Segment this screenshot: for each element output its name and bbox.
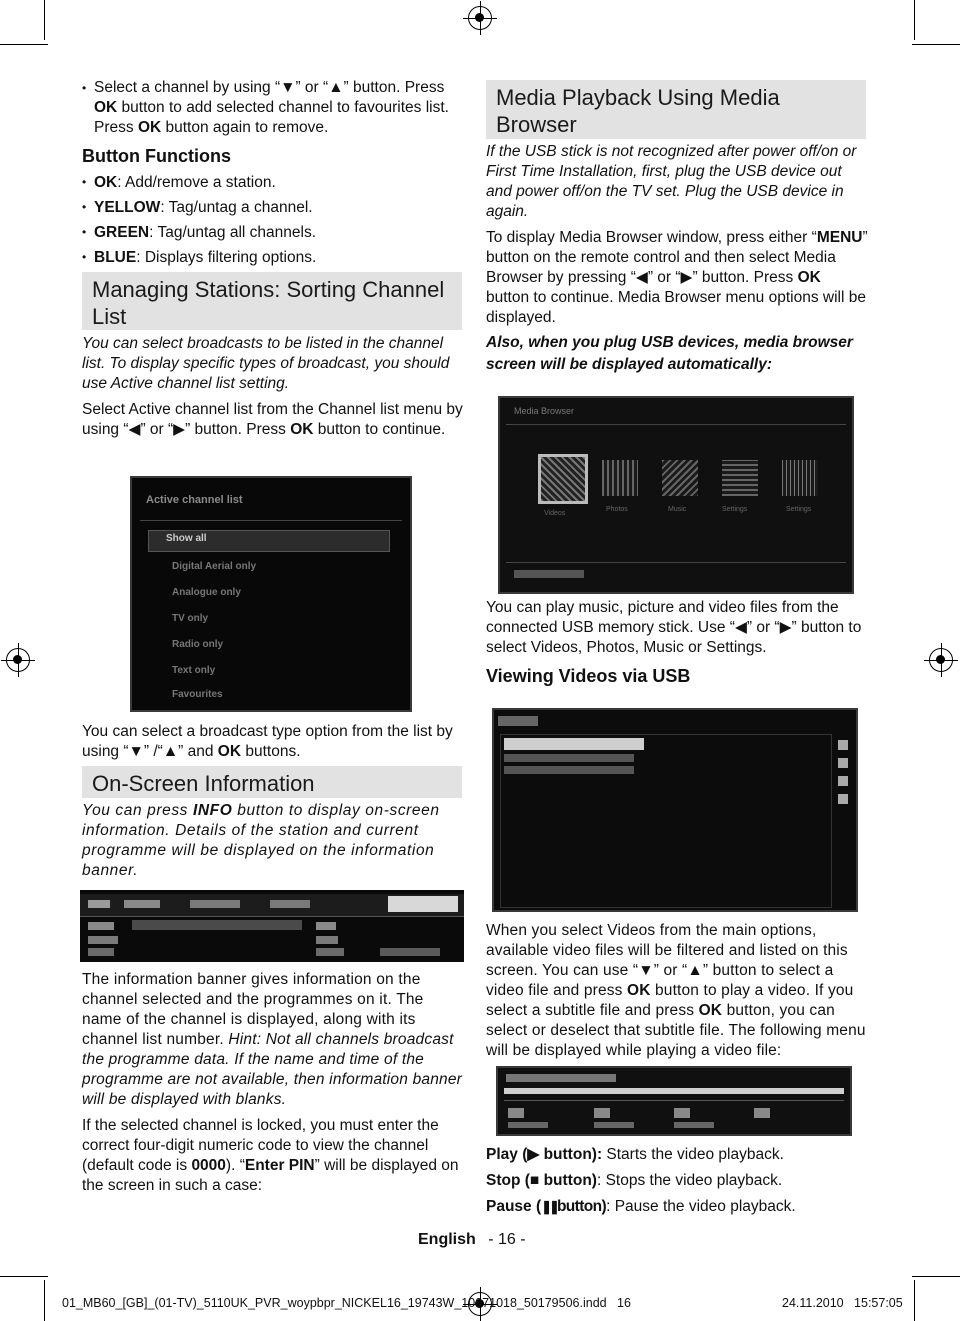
playback-row bbox=[504, 1100, 844, 1101]
page-number: - 16 - bbox=[488, 1231, 526, 1248]
key-label: BLUE bbox=[94, 249, 137, 266]
key-label: GREEN bbox=[94, 224, 150, 241]
crop-mark bbox=[0, 1276, 48, 1277]
banner-field bbox=[270, 900, 310, 908]
function-desc: : Displays filtering options. bbox=[136, 249, 317, 266]
playback-menu-screenshot bbox=[496, 1066, 852, 1136]
text: ). “ bbox=[225, 1157, 245, 1174]
settings-icon bbox=[722, 460, 758, 496]
onscreen-info-text bbox=[82, 801, 464, 881]
browser-title: Media Browser bbox=[514, 406, 575, 416]
text: The information banner gives information on the channel selected and the programmes on it. The name of the channel is displayed, along with its channel list number. bbox=[82, 971, 424, 1048]
banner-field bbox=[124, 900, 160, 908]
play-icon: ▶ bbox=[527, 1146, 540, 1163]
right-arrow-icon: ▶ bbox=[779, 619, 792, 636]
photos-icon bbox=[602, 460, 638, 496]
info-key: INFO bbox=[192, 802, 233, 819]
info-banner-text bbox=[82, 970, 464, 1110]
active-channel-list-screenshot bbox=[130, 476, 412, 712]
text: You can press bbox=[82, 802, 193, 819]
browser-header-bar bbox=[506, 424, 846, 425]
ok-key: OK bbox=[698, 1002, 723, 1019]
menu-item: Text only bbox=[172, 665, 216, 676]
menu-title: Active channel list bbox=[146, 494, 243, 506]
text: button, you can select or deselect that subtitle file. The following menu will be displayed while playing a video file: bbox=[486, 1002, 866, 1059]
settings-icon bbox=[782, 460, 818, 496]
up-arrow-icon: ▲ bbox=[162, 743, 179, 760]
playback-control-icon bbox=[674, 1122, 714, 1128]
menu-item: Favourites bbox=[172, 689, 223, 700]
text: ” button to select Videos, Photos, Music or Settings. bbox=[486, 619, 862, 656]
ok-key: OK bbox=[217, 743, 242, 760]
playback-controls-list bbox=[486, 1142, 868, 1220]
media-section bbox=[486, 142, 868, 376]
play-control bbox=[486, 1142, 868, 1168]
left-arrow-icon: ◀ bbox=[128, 421, 141, 438]
banner-field bbox=[88, 936, 118, 944]
media-playback-heading: Media Playback Using Media Browser bbox=[486, 80, 866, 139]
crop-mark bbox=[44, 1280, 45, 1321]
text: Select a channel by using “ bbox=[94, 79, 281, 96]
banner-field bbox=[388, 896, 458, 912]
text: button to play a video. If you select a subtitle file and press bbox=[486, 982, 854, 1019]
right-arrow-icon: ▶ bbox=[680, 269, 693, 286]
text: ” will be displayed on the screen in such a case: bbox=[82, 1157, 459, 1194]
right-arrow-icon: ▶ bbox=[173, 421, 186, 438]
menu-item: TV only bbox=[172, 613, 209, 624]
function-desc: : Tag/untag a channel. bbox=[160, 199, 313, 216]
down-arrow-icon: ▼ bbox=[280, 79, 296, 96]
playback-control-icon bbox=[594, 1122, 634, 1128]
list-row bbox=[504, 754, 634, 762]
banner-field bbox=[190, 900, 240, 908]
function-item bbox=[82, 195, 464, 220]
browser-footer-bar bbox=[506, 562, 846, 563]
button-functions-title: Button Functions bbox=[82, 146, 231, 166]
left-arrow-icon: ◀ bbox=[734, 619, 747, 636]
videos-text bbox=[486, 921, 868, 1061]
ok-key: OK bbox=[290, 421, 314, 438]
crop-mark bbox=[914, 0, 915, 40]
media-browser-screenshot bbox=[498, 396, 854, 594]
text: ” button to select a video file and press bbox=[486, 962, 834, 999]
crop-mark bbox=[912, 44, 960, 45]
videos-icon bbox=[538, 454, 588, 504]
down-arrow-icon: ▼ bbox=[128, 743, 144, 760]
registration-mark-icon bbox=[929, 648, 953, 672]
registration-mark-icon bbox=[6, 648, 30, 672]
info-banner-section bbox=[82, 970, 464, 1196]
left-arrow-icon: ◀ bbox=[635, 269, 648, 286]
onscreen-info-section bbox=[82, 801, 464, 881]
slug-filename: 01_MB60_[GB]_(01-TV)_5110UK_PVR_woypbpr_NICKEL16_19743W_10071018_50179506.indd 16 bbox=[62, 1296, 631, 1310]
videos-section bbox=[486, 921, 868, 1061]
control-desc: : Pause the video playback. bbox=[606, 1198, 796, 1215]
sorting-section bbox=[82, 334, 464, 440]
browser-item-label: Settings bbox=[786, 506, 812, 513]
play-files-text bbox=[486, 598, 868, 658]
text: button to add selected channel to favourites list. Press bbox=[94, 99, 449, 136]
text: button again to remove. bbox=[161, 119, 329, 136]
banner-field bbox=[132, 920, 302, 930]
text: buttons. bbox=[241, 743, 301, 760]
hint-text: Hint: Not all channels broadcast the programme data. If the name and time of the programme are not available, then information banner will be displayed with blanks. bbox=[82, 1031, 463, 1108]
text: button to display on-screen information. Details of the station and current programme will be displayed on the information banner. bbox=[82, 802, 440, 879]
menu-item: Radio only bbox=[172, 639, 224, 650]
playback-control-icon bbox=[674, 1108, 690, 1118]
stop-icon: ■ bbox=[529, 1172, 540, 1189]
browser-footer-hint bbox=[514, 570, 584, 578]
control-label: button): bbox=[539, 1146, 603, 1163]
viewing-videos-title: Viewing Videos via USB bbox=[486, 666, 691, 686]
text: ” or “ bbox=[746, 619, 780, 636]
banner-field bbox=[316, 936, 338, 944]
control-label: button) bbox=[539, 1172, 597, 1189]
up-arrow-icon: ▲ bbox=[687, 962, 703, 979]
text: ” and bbox=[178, 743, 218, 760]
registration-mark-icon bbox=[468, 6, 492, 30]
text: ” or “ bbox=[140, 421, 174, 438]
favourites-bullet bbox=[82, 78, 464, 138]
banner-field bbox=[316, 922, 336, 930]
control-desc: : Stops the video playback. bbox=[596, 1172, 783, 1189]
playback-control-icon bbox=[754, 1108, 770, 1118]
text: To display Media Browser window, press either “ bbox=[486, 229, 817, 246]
text: ” button. Press bbox=[343, 79, 445, 96]
crop-mark bbox=[912, 1276, 960, 1277]
sorting-heading: Managing Stations: Sorting Channel List bbox=[82, 272, 462, 330]
function-desc: : Tag/untag all channels. bbox=[149, 224, 317, 241]
text: ” button on the remote control and then select Media Browser by pressing “ bbox=[486, 229, 868, 286]
ok-key: OK bbox=[94, 99, 118, 116]
list-row bbox=[504, 766, 634, 774]
media-usb-note: If the USB stick is not recognized after power off/on or First Time Installation, first, plug the USB device out and power off/on the TV set. Plug the USB device in again. bbox=[486, 143, 857, 220]
media-auto-note: Also, when you plug USB devices, media browser screen will be displayed automatically: bbox=[486, 334, 853, 373]
broadcast-type-section bbox=[82, 722, 464, 762]
function-item bbox=[82, 220, 464, 245]
menu-key: MENU bbox=[816, 229, 863, 246]
text: You can select a broadcast type option from the list by using “ bbox=[82, 723, 453, 760]
info-banner-screenshot bbox=[80, 890, 464, 962]
ok-key: OK bbox=[797, 269, 821, 286]
text: When you select Videos from the main options, available video files will be filtered and listed on this screen. You can use “ bbox=[486, 922, 848, 979]
control-label: button) bbox=[556, 1198, 607, 1215]
playback-control-icon bbox=[508, 1122, 548, 1128]
onscreen-info-heading: On-Screen Information bbox=[82, 766, 462, 798]
pause-icon: ❚❚ bbox=[541, 1199, 557, 1214]
text: button to continue. bbox=[313, 421, 446, 438]
menu-item: Digital Aerial only bbox=[172, 561, 257, 572]
text: button to continue. Media Browser menu options will be displayed. bbox=[486, 289, 866, 326]
text: You can play music, picture and video files from the connected USB memory stick. Use “ bbox=[486, 599, 839, 636]
footer-language: English bbox=[418, 1231, 476, 1248]
slug-timestamp: 24.11.2010 15:57:05 bbox=[782, 1296, 903, 1310]
key-label: OK bbox=[94, 174, 118, 191]
function-desc: : Add/remove a station. bbox=[117, 174, 276, 191]
default-code: 0000 bbox=[191, 1157, 226, 1174]
list-row-highlight bbox=[504, 738, 644, 750]
function-item bbox=[82, 170, 464, 195]
banner-field bbox=[316, 948, 344, 956]
key-label: YELLOW bbox=[94, 199, 161, 216]
video-list-screenshot bbox=[492, 708, 858, 912]
banner-field bbox=[88, 922, 114, 930]
text: ” button. Press bbox=[185, 421, 291, 438]
stop-control bbox=[486, 1168, 868, 1194]
locked-channel-text bbox=[82, 1116, 464, 1196]
pause-control bbox=[486, 1194, 868, 1220]
function-item bbox=[82, 245, 464, 270]
crop-mark bbox=[914, 1280, 915, 1321]
banner-field bbox=[380, 948, 440, 956]
menu-item: Analogue only bbox=[172, 587, 241, 598]
menu-item: Show all bbox=[166, 533, 207, 544]
list-title-bar bbox=[498, 716, 538, 726]
side-button-icon bbox=[838, 776, 848, 786]
text: If the selected channel is locked, you must enter the correct four-digit numeric code to view the channel (default code is bbox=[82, 1117, 439, 1174]
music-icon bbox=[662, 460, 698, 496]
control-desc: Starts the video playback. bbox=[602, 1146, 784, 1163]
text: ” or “ bbox=[647, 269, 681, 286]
control-label: Stop ( bbox=[486, 1172, 530, 1189]
browser-item-label: Music bbox=[668, 506, 687, 513]
control-label: Pause ( bbox=[486, 1198, 542, 1215]
side-button-icon bbox=[838, 740, 848, 750]
control-label: Play ( bbox=[486, 1146, 528, 1163]
ok-key: OK bbox=[627, 982, 651, 999]
left-column bbox=[82, 78, 464, 270]
menu-divider bbox=[140, 520, 402, 521]
function-list bbox=[82, 170, 464, 270]
playback-control-icon bbox=[594, 1108, 610, 1118]
text: ” button. Press bbox=[692, 269, 798, 286]
browser-item-label: Settings bbox=[722, 506, 748, 513]
ok-key: OK bbox=[137, 119, 162, 136]
media-browser-instructions bbox=[486, 228, 868, 328]
up-arrow-icon: ▲ bbox=[328, 79, 344, 96]
playback-title-bar bbox=[506, 1074, 616, 1082]
banner-field bbox=[88, 900, 110, 908]
playback-control-icon bbox=[508, 1108, 524, 1118]
crop-mark bbox=[0, 44, 48, 45]
side-button-icon bbox=[838, 794, 848, 804]
banner-field bbox=[88, 948, 114, 956]
side-button-icon bbox=[838, 758, 848, 768]
crop-mark bbox=[44, 0, 45, 40]
browser-item-label: Photos bbox=[606, 506, 628, 513]
text: ” /“ bbox=[143, 743, 163, 760]
enter-pin-label: Enter PIN bbox=[244, 1157, 315, 1174]
playback-progress-bar bbox=[504, 1088, 844, 1094]
down-arrow-icon: ▼ bbox=[638, 962, 654, 979]
browser-item-label: Videos bbox=[544, 510, 566, 517]
page-footer bbox=[418, 1231, 526, 1249]
text: ” or “ bbox=[653, 962, 688, 979]
broadcast-type-text bbox=[82, 722, 464, 762]
sorting-instructions bbox=[82, 400, 464, 440]
text: Select Active channel list from the Channel list menu by using “ bbox=[82, 401, 463, 438]
play-files-section bbox=[486, 598, 868, 688]
sorting-intro: You can select broadcasts to be listed in the channel list. To display specific types of broadcast, you should use Active channel list setting. bbox=[82, 335, 450, 392]
text: ” or “ bbox=[295, 79, 329, 96]
